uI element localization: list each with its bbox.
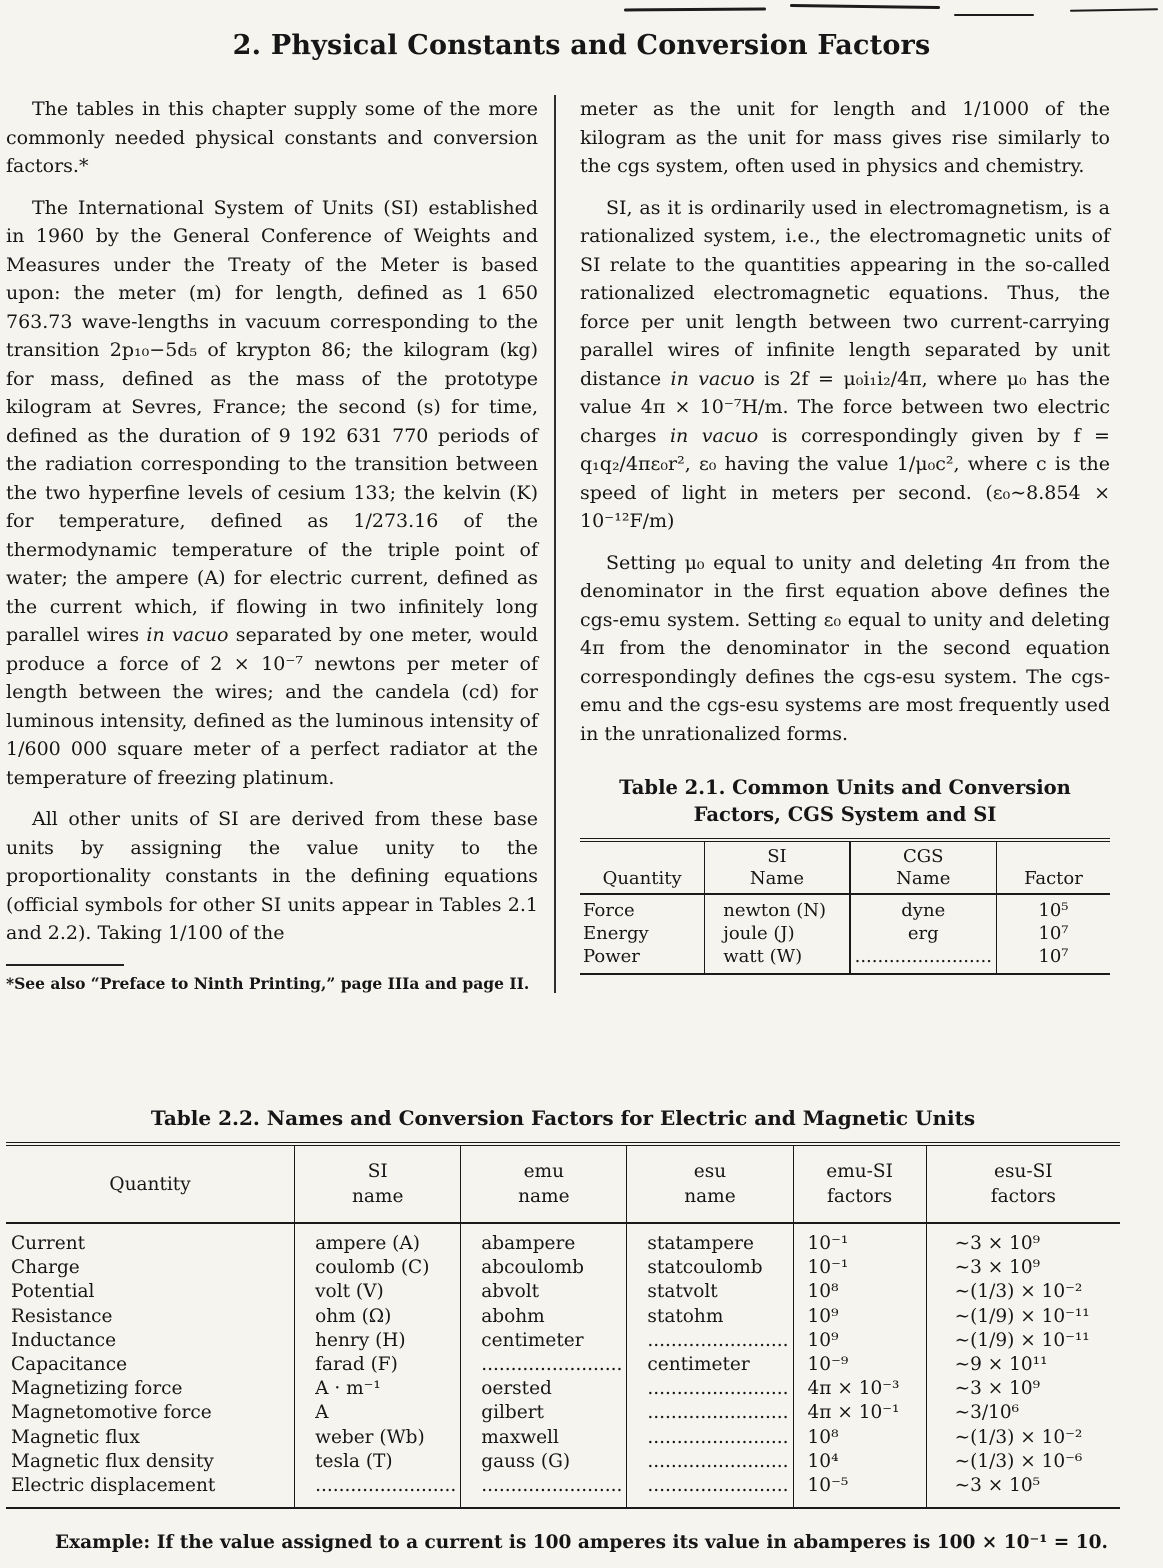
- table-row: [580, 894, 1110, 922]
- cell-quantity: Magnetic flux: [6, 1426, 295, 1450]
- cell-factor: 10⁷: [1038, 923, 1069, 944]
- cell-esu-si-factor: ∼(1/9) × 10⁻¹¹: [954, 1305, 1090, 1327]
- header-line: emu: [523, 1161, 565, 1182]
- paragraph: meter as the unit for length and 1/1000 of the kilogram as the unit for mass gives rise similarly to the cgs system, often used in physics and chemistry.: [580, 98, 1110, 177]
- cell-emu-si-factor: 10⁹: [793, 1329, 926, 1353]
- paragraph: All other units of SI are derived from these base units by assigning the value unity to the proportionality constants in the defining equations (official symbols for other SI units appear in Tables 2.1 and 2.2). Taking 1/100 of the: [6, 808, 538, 944]
- table-row: [6, 1426, 1120, 1450]
- cell-esu-si-factor: ∼3 × 10⁹: [954, 1378, 1041, 1400]
- table-row: [6, 1474, 1120, 1508]
- table-row: [6, 1329, 1120, 1353]
- column-header-emu-name: [461, 1144, 627, 1223]
- cell-esu-name: statcoulomb: [627, 1256, 793, 1280]
- cell-esu-si-factor: ∼3/10⁶: [954, 1402, 1020, 1424]
- column-header-factor: Factor: [996, 840, 1110, 894]
- paragraph: SI, as it is ordinarily used in electromagnetism, is a rationalized system, i.e., the electromagnetic units of SI relate to the quantities appearing in the so-called rationalized electromagnetic equations. Thus, the force per unit length between two current-carrying parallel wires of infinite length separated by unit distance in vacuo is 2f = μ₀i₁i₂/4π, where μ₀ has the value 4π × 10⁻⁷H/m. The force between two electric charges in vacuo is correspondingly given by f = q₁q₂/4πε₀r², ε₀ having the value 1/μ₀c², where c is the speed of light in meters per second. (ε₀∼8.854 × 10⁻¹²F/m): [580, 196, 1110, 532]
- scan-edge-artifact: [1070, 8, 1158, 12]
- cell-si-name: A · m⁻¹: [295, 1377, 461, 1401]
- table-row: [580, 945, 1110, 974]
- cell-emu-name: ........................: [461, 1474, 627, 1508]
- cell-esu-name: statampere: [627, 1223, 793, 1256]
- paragraph: Setting μ₀ equal to unity and deleting 4π from the denominator in the first equation above defines the cgs-emu system. Setting ε₀ equal to unity and deleting 4π from the denominator in the second equation correspondingly defines the cgs-esu system. The cgs-emu and the cgs-esu systems are most frequently used in the unrationalized forms.: [580, 551, 1110, 745]
- cell-si-name: newton (N): [705, 894, 850, 922]
- cell-emu-name: maxwell: [461, 1426, 627, 1450]
- cell-emu-si-factor: 10⁻⁹: [793, 1353, 926, 1377]
- cell-emu-name: abohm: [461, 1305, 627, 1329]
- column-header-si-name: [705, 840, 850, 894]
- paragraph: The International System of Units (SI) established in 1960 by the General Conference of Weights and Measures under the Treaty of the Meter is based upon: the meter (m) for length, defined as 1 650 763.73 wave-lengths in vacuum corresponding to the transition 2p₁₀−5d₅ of krypton 86; the kilogram (kg) for mass, defined as the mass of the prototype kilogram at Sevres, France; the second (s) for time, defined as the duration of 9 192 631 770 periods of the radiation corresponding to the transition between the two hyperfine levels of cesium 133; the kelvin (K) for temperature, defined as 1/273.16 of the thermodynamic temperature of the triple point of water; the ampere (A) for electric current, defined as the current which, if flowing in two infinitely long parallel wires in vacuo separated by one meter, would produce a force of 2 × 10⁻⁷ newtons per meter of length between the wires; and the candela (cd) for luminous intensity, defined as the luminous intensity of 1/600 000 square meter of a perfect radiator at the temperature of freezing platinum.: [6, 196, 538, 789]
- cell-emu-si-factor: 10⁻¹: [793, 1223, 926, 1256]
- cell-quantity: Capacitance: [6, 1353, 295, 1377]
- cell-emu-name: abvolt: [461, 1280, 627, 1304]
- cell-esu-si-factor: ∼(1/3) × 10⁻²: [954, 1281, 1083, 1303]
- cell-emu-si-factor: 4π × 10⁻¹: [793, 1401, 926, 1425]
- table-2-1-title-line2: Factors, CGS System and SI: [693, 803, 997, 826]
- header-line: Name: [896, 868, 951, 889]
- table-2-2-section: [6, 1106, 1120, 1509]
- table-row: [6, 1401, 1120, 1425]
- table-2-2: [6, 1142, 1120, 1509]
- cell-esu-name: ........................: [627, 1401, 793, 1425]
- cell-quantity: Potential: [6, 1280, 295, 1304]
- table-header-row: [6, 1144, 1120, 1223]
- paragraph: The tables in this chapter supply some of the more commonly needed physical constants and conversion factors.*: [6, 98, 538, 177]
- cell-emu-name: oersted: [461, 1377, 627, 1401]
- table-row: [6, 1450, 1120, 1474]
- two-column-body: [6, 95, 1114, 993]
- header-line: name: [351, 1186, 404, 1207]
- column-header-esu-name: [627, 1144, 793, 1223]
- scan-edge-artifact: [790, 4, 940, 9]
- cell-quantity: Force: [580, 894, 705, 922]
- header-line: esu-SI: [994, 1161, 1053, 1182]
- table-2-1-title: [580, 774, 1110, 828]
- cell-si-name: volt (V): [295, 1280, 461, 1304]
- header-line: factors: [990, 1186, 1056, 1207]
- cell-si-name: farad (F): [295, 1353, 461, 1377]
- cell-emu-si-factor: 10⁴: [793, 1450, 926, 1474]
- cell-si-name: ampere (A): [295, 1223, 461, 1256]
- table-row: [6, 1256, 1120, 1280]
- cell-quantity: Energy: [580, 922, 705, 945]
- cell-factor: 10⁷: [1038, 946, 1069, 967]
- cell-si-name: watt (W): [705, 945, 850, 974]
- example-line: Example: If the value assigned to a current is 100 amperes its value in abamperes is 100 × 10⁻¹ = 10.: [55, 1532, 1108, 1553]
- cell-esu-name: ........................: [627, 1450, 793, 1474]
- cell-esu-si-factor: ∼(1/3) × 10⁻²: [954, 1426, 1083, 1448]
- table-2-1-title-line1: Table 2.1. Common Units and Conversion: [619, 776, 1071, 799]
- header-line: factors: [826, 1186, 893, 1207]
- scan-edge-artifact: [954, 14, 1034, 16]
- cell-emu-name: abcoulomb: [461, 1256, 627, 1280]
- cell-quantity: Magnetizing force: [6, 1377, 295, 1401]
- cell-si-name: joule (J): [705, 922, 850, 945]
- cell-si-name: tesla (T): [295, 1450, 461, 1474]
- cell-si-name: A: [295, 1401, 461, 1425]
- cell-cgs-name: dyne: [850, 894, 997, 922]
- page-title: 2. Physical Constants and Conversion Factors: [232, 30, 931, 61]
- cell-si-name: ohm (Ω): [295, 1305, 461, 1329]
- header-line: SI: [367, 1161, 388, 1182]
- cell-quantity: Power: [580, 945, 705, 974]
- cell-quantity: Charge: [6, 1256, 295, 1280]
- left-column: [6, 95, 556, 993]
- cell-emu-si-factor: 10⁹: [793, 1305, 926, 1329]
- footnote-rule: [6, 964, 124, 966]
- cell-quantity: Magnetomotive force: [6, 1401, 295, 1425]
- header-line: esu: [693, 1161, 727, 1182]
- cell-emu-si-factor: 4π × 10⁻³: [793, 1377, 926, 1401]
- cell-si-name: ........................: [295, 1474, 461, 1508]
- cell-si-name: coulomb (C): [295, 1256, 461, 1280]
- cell-si-name: henry (H): [295, 1329, 461, 1353]
- scan-edge-artifact: [624, 8, 766, 12]
- cell-esu-name: ........................: [627, 1426, 793, 1450]
- cell-cgs-name: ........................: [850, 945, 997, 974]
- right-column: [556, 95, 1110, 993]
- cell-emu-si-factor: 10⁸: [793, 1280, 926, 1304]
- cell-esu-si-factor: ∼3 × 10⁵: [954, 1475, 1041, 1497]
- cell-esu-name: ........................: [627, 1377, 793, 1401]
- cell-emu-si-factor: 10⁻¹: [793, 1256, 926, 1280]
- cell-factor: 10⁵: [1038, 900, 1069, 921]
- cell-emu-name: gilbert: [461, 1401, 627, 1425]
- cell-quantity: Inductance: [6, 1329, 295, 1353]
- cell-cgs-name: erg: [850, 922, 997, 945]
- table-row: [580, 922, 1110, 945]
- table-row: [6, 1305, 1120, 1329]
- table-row: [6, 1377, 1120, 1401]
- table-header-row: [580, 840, 1110, 894]
- cell-quantity: Resistance: [6, 1305, 295, 1329]
- cell-esu-name: statvolt: [627, 1280, 793, 1304]
- header-line: name: [684, 1186, 736, 1207]
- table-2-1: [580, 838, 1110, 975]
- table-row: [6, 1280, 1120, 1304]
- cell-emu-si-factor: 10⁸: [793, 1426, 926, 1450]
- column-header-quantity: Quantity: [580, 840, 705, 894]
- table-2-1-section: [580, 774, 1110, 975]
- cell-emu-name: centimeter: [461, 1329, 627, 1353]
- cell-esu-si-factor: ∼3 × 10⁹: [954, 1233, 1041, 1254]
- table-row: [6, 1353, 1120, 1377]
- header-line: CGS: [903, 846, 944, 867]
- column-header-quantity: Quantity: [6, 1144, 295, 1223]
- cell-emu-si-factor: 10⁻⁵: [793, 1474, 926, 1508]
- cell-emu-name: abampere: [461, 1223, 627, 1256]
- column-header-emu-si-factors: [793, 1144, 926, 1223]
- cell-esu-name: ........................: [627, 1474, 793, 1508]
- table-2-2-title: Table 2.2. Names and Conversion Factors for Electric and Magnetic Units: [150, 1106, 976, 1130]
- column-header-cgs-name: [850, 840, 997, 894]
- cell-esu-name: ........................: [627, 1329, 793, 1353]
- cell-esu-si-factor: ∼(1/9) × 10⁻¹¹: [954, 1329, 1090, 1351]
- cell-esu-name: statohm: [627, 1305, 793, 1329]
- cell-emu-name: ........................: [461, 1353, 627, 1377]
- footnote: *See also “Preface to Ninth Printing,” page IIIa and page II.: [6, 973, 530, 993]
- column-header-si-name: [295, 1144, 461, 1223]
- header-line: emu-SI: [826, 1161, 893, 1182]
- column-header-esu-si-factors: [926, 1144, 1120, 1223]
- table-row: [6, 1223, 1120, 1256]
- cell-quantity: Current: [6, 1223, 295, 1256]
- cell-emu-name: gauss (G): [461, 1450, 627, 1474]
- header-line: SI: [767, 846, 787, 867]
- header-line: name: [518, 1186, 570, 1207]
- header-line: Name: [749, 868, 805, 889]
- cell-quantity: Electric displacement: [6, 1474, 295, 1508]
- cell-quantity: Magnetic flux density: [6, 1450, 295, 1474]
- cell-esu-name: centimeter: [627, 1353, 793, 1377]
- cell-esu-si-factor: ∼3 × 10⁹: [954, 1257, 1041, 1279]
- cell-esu-si-factor: ∼9 × 10¹¹: [954, 1354, 1048, 1376]
- cell-si-name: weber (Wb): [295, 1426, 461, 1450]
- cell-esu-si-factor: ∼(1/3) × 10⁻⁶: [954, 1450, 1083, 1472]
